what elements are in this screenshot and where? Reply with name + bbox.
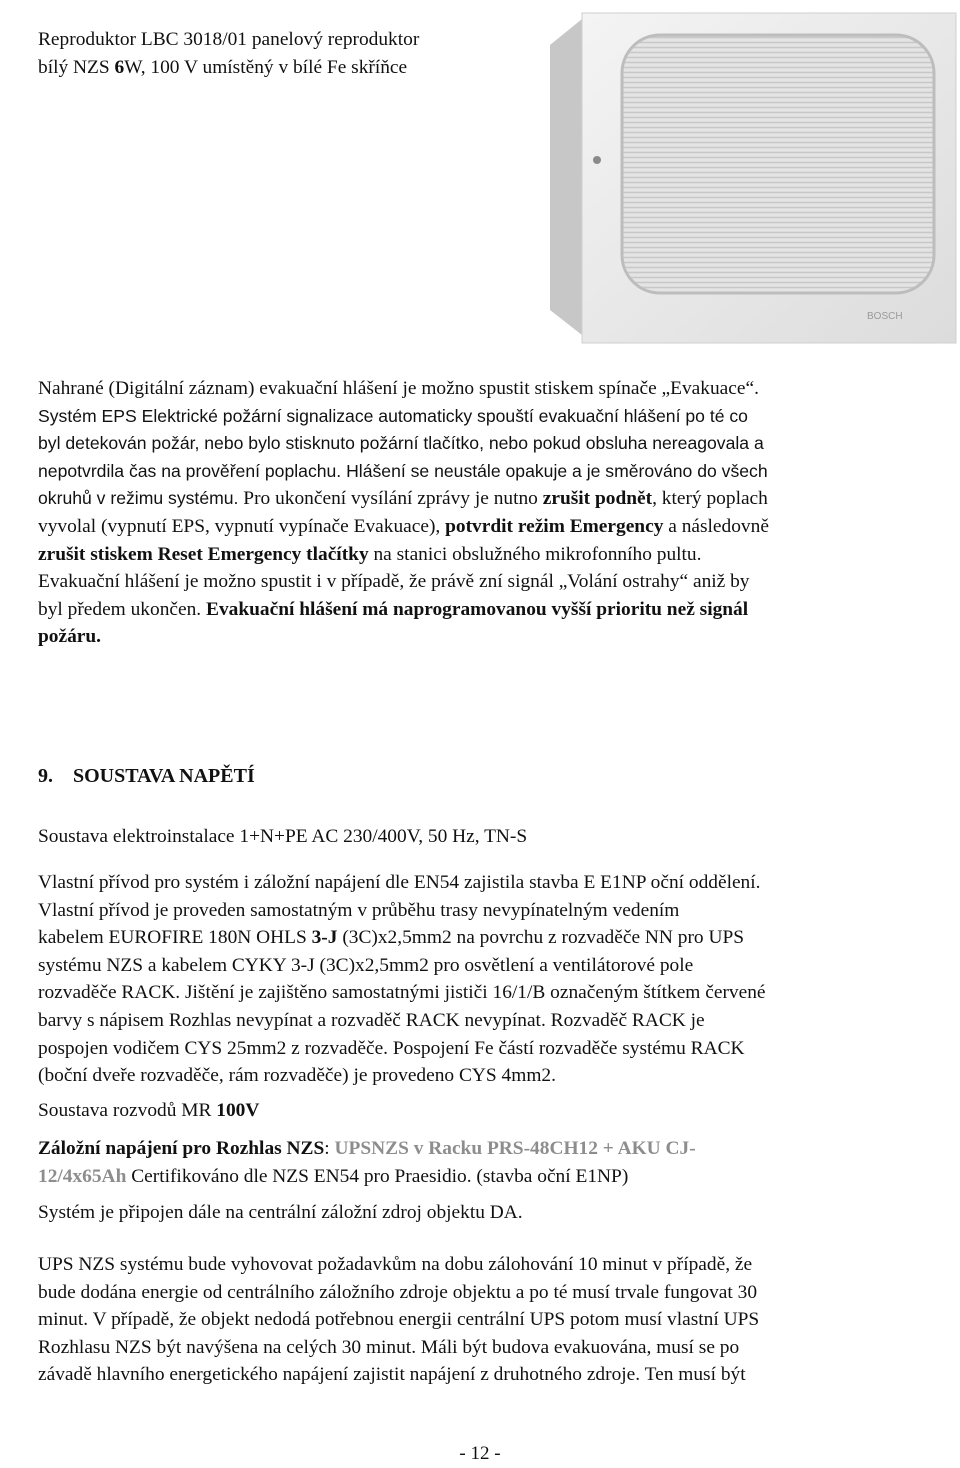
- rozvody-line: [38, 1097, 941, 1125]
- text-run: okruhů v režimu systému.: [38, 488, 239, 509]
- text-bold: 3-J: [311, 927, 338, 949]
- text-line: Vlastní přívod pro systém i záložní napájení dle EN54 zajistila stavba E E1NP oční oddělení.: [38, 872, 761, 893]
- caption-bold-wattage: 6: [114, 57, 125, 78]
- text-line: [38, 596, 941, 624]
- text-run: , který poplach: [652, 488, 768, 510]
- text-line: [38, 924, 941, 952]
- text-line: Evakuační hlášení je možno spustit i v případě, že právě zní signál „Volání ostrahy“ aniž by: [38, 571, 750, 593]
- text-run: Soustava rozvodů MR: [38, 1100, 217, 1121]
- text-line: [38, 541, 941, 569]
- paragraph-evacuation: [38, 375, 941, 651]
- text-bold: požáru.: [38, 626, 102, 648]
- text-line: [38, 623, 941, 651]
- text-bold: zrušit stiskem Reset Emergency tlačítky: [38, 543, 369, 565]
- text-highlight: 12/4x65Ah: [38, 1165, 127, 1187]
- text-line: [38, 485, 941, 513]
- text-run: a následovně: [663, 515, 769, 537]
- caption-line-2: [38, 54, 558, 82]
- text-line: minut. V případě, že objekt nedodá potřebnou energii centrální UPS potom musí vlastní UPS: [38, 1309, 760, 1331]
- text-line: Rozhlasu NZS být navýšena na celých 30 minut. Máli být budova evakuována, musí se po: [38, 1336, 740, 1358]
- text-bold: zrušit podnět: [542, 488, 653, 510]
- text-line: (boční dveře rozvaděče, rám rozvaděče) je provedeno CYS 4mm2.: [38, 1065, 556, 1087]
- text-highlight: UPSNZS v Racku PRS-48CH12 + AKU CJ-: [334, 1138, 696, 1159]
- mounting-hole: [593, 156, 601, 164]
- box-side: [550, 19, 582, 335]
- text-line: Vlastní přívod je proveden samostatným v průběhu trasy nevypínatelným vedením: [38, 899, 680, 921]
- text-run: kabelem EUROFIRE 180N OHLS: [38, 927, 312, 949]
- text-line: nepotvrdila čas na prověření poplachu. Hlášení se neustále opakuje a je směrováno do všech: [38, 460, 768, 481]
- text-line: [38, 1163, 941, 1191]
- text-run: Pro ukončení vysílání zprávy je nutno: [238, 488, 543, 510]
- speaker-photo: [540, 5, 960, 350]
- text-run: (3C)x2,5mm2 na povrchu z rozvaděče NN pro UPS: [337, 927, 745, 949]
- page-number: - 12 -: [459, 1443, 501, 1464]
- text-bold: potvrdit režim Emergency: [445, 515, 664, 537]
- text-line: bude dodána energie od centrálního záložního zdroje objektu a po té musí trvale fungovat 30: [38, 1281, 758, 1303]
- text-line: [38, 1135, 941, 1163]
- text-run: na stanici obslužného mikrofonního pultu.: [368, 543, 702, 565]
- text-line: UPS NZS systému bude vyhovovat požadavkům na dobu zálohování 10 minut v případě, že: [38, 1254, 753, 1275]
- soustava-line: Soustava elektroinstalace 1+N+PE AC 230/400V, 50 Hz, TN-S: [38, 826, 528, 847]
- text-line: systému NZS a kabelem CYKY 3-J (3C)x2,5mm2 pro osvětlení a ventilátorové pole: [38, 954, 694, 976]
- text-line: Nahrané (Digitální záznam) evakuační hlášení je možno spustit stiskem spínače „Evakuace“.: [38, 378, 759, 399]
- text-line: barvy s nápisem Rozhlas nevypínat a rozvaděč RACK nevypínat. Rozvaděč RACK je: [38, 1009, 705, 1031]
- text-run: :: [324, 1138, 335, 1159]
- text-bold: Záložní napájení pro Rozhlas NZS: [38, 1138, 325, 1159]
- section-heading: [38, 763, 255, 791]
- text-line: Systém EPS Elektrické požární signalizace automaticky spouští evakuační hlášení po té co: [38, 405, 748, 426]
- text-bold: Evakuační hlášení má naprogramovanou vyšší prioritu než signál: [206, 598, 749, 620]
- section-title: SOUSTAVA NAPĚTÍ: [73, 765, 255, 787]
- speaker-grille: [622, 35, 934, 293]
- caption-line-1: Reproduktor LBC 3018/01 panelový reproduktor: [38, 29, 420, 50]
- text-line: rozvaděče RACK. Jištění je zajištěno samostatnými jističi 16/1/B označeným štítkem červené: [38, 982, 766, 1004]
- text-bold: 100V: [216, 1100, 260, 1121]
- brand-logo: BOSCH: [867, 311, 903, 322]
- text-line: byl detekován požár, nebo bylo stisknuto požární tlačítko, nebo pokud obsluha nereagovala a: [38, 433, 764, 454]
- paragraph-ups: [38, 1251, 941, 1389]
- pripojen-line: Systém je připojen dále na centrální záložní zdroj objektu DA.: [38, 1202, 523, 1223]
- image-caption: [38, 26, 558, 82]
- text-run: vyvolal (vypnutí EPS, vypnutí vypínače Evakuace),: [38, 515, 446, 537]
- text-line: pospojen vodičem CYS 25mm2 z rozvaděče. Pospojení Fe částí rozvaděče systému RACK: [38, 1037, 745, 1059]
- text-run: Certifikováno dle NZS EN54 pro Praesidio. (stavba oční E1NP): [126, 1165, 629, 1187]
- caption-text: bílý NZS: [38, 57, 115, 78]
- section-number: 9.: [38, 765, 53, 787]
- text-run: byl předem ukončen.: [38, 598, 207, 620]
- text-line: [38, 513, 941, 541]
- backup-power-line: [38, 1135, 941, 1190]
- paragraph-power: [38, 869, 941, 1090]
- text-line: závadě hlavního energetického napájení zajistit napájení z druhotného zdroje. Ten musí být: [38, 1364, 746, 1386]
- caption-text: W, 100 V umístěný v bílé Fe skříňce: [124, 57, 408, 78]
